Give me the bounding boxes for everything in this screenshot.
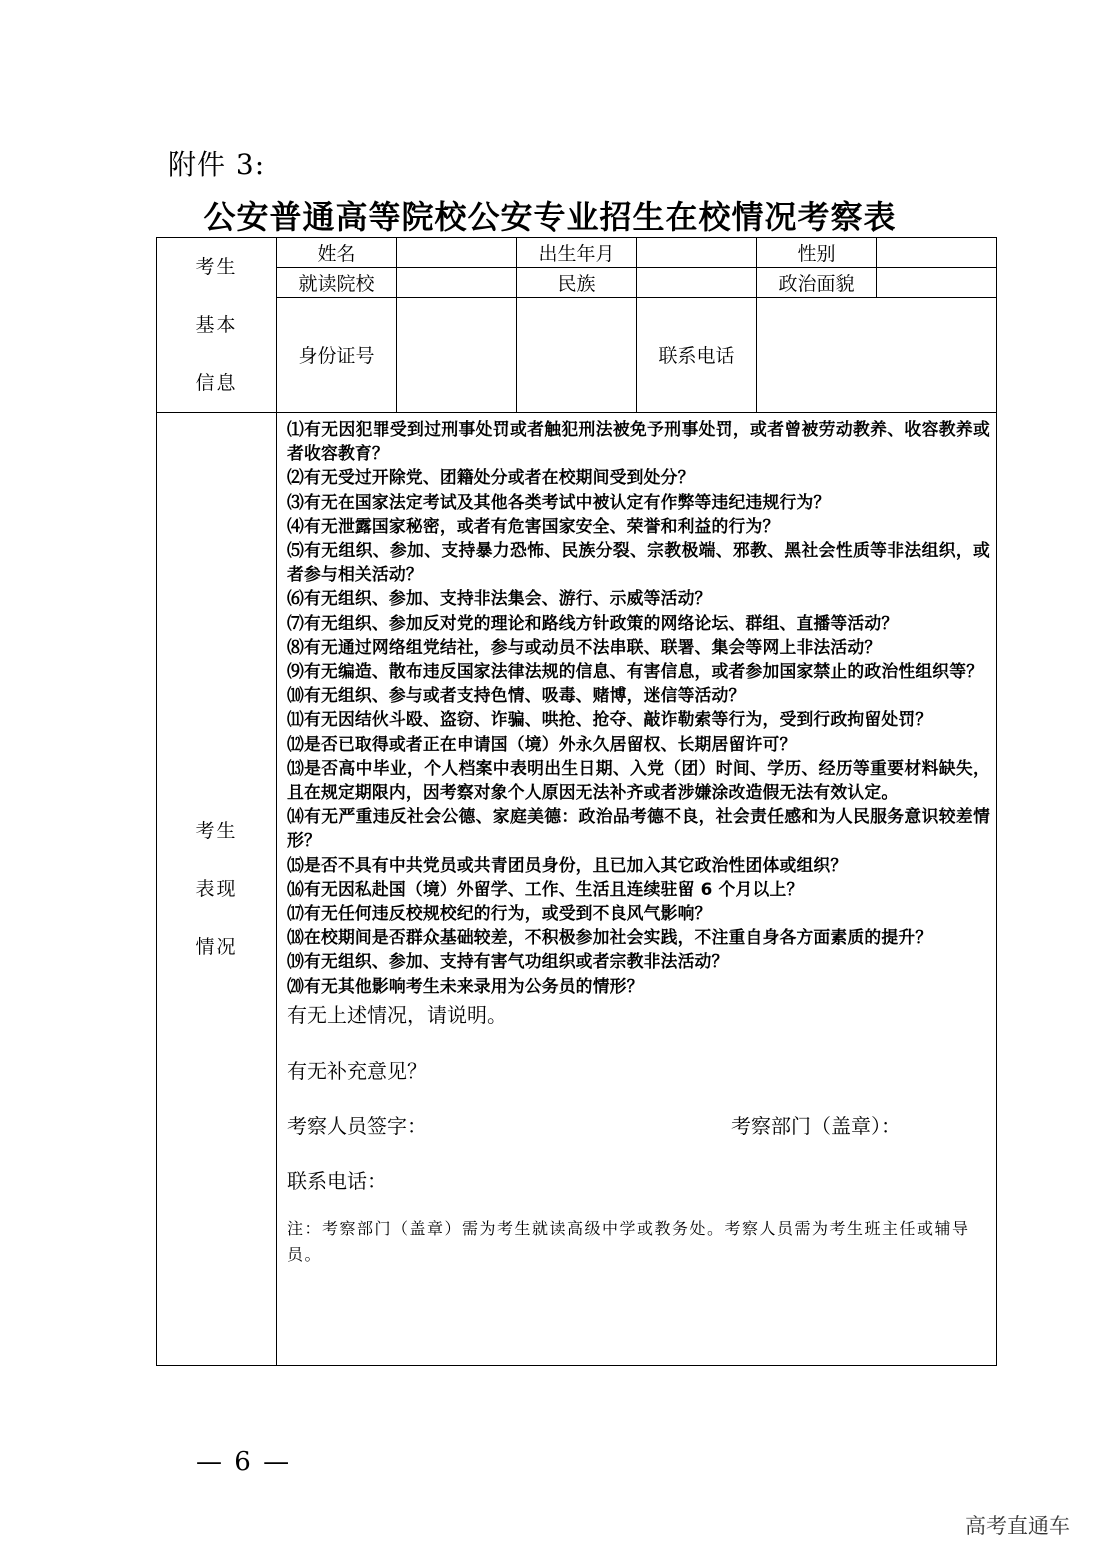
question-item: ⑺有无组织、参加反对党的理论和路线方针政策的网络论坛、群组、直播等活动？ — [287, 612, 899, 633]
watermark-text: 高考直通车 — [965, 1514, 1070, 1538]
basic-info-label-line-1: 考生 — [195, 256, 238, 278]
phone-label: 联系电话 — [637, 297, 757, 412]
inspector-signature-label: 考察人员签字： — [287, 1113, 427, 1138]
question-item: ⑾有无因结伙斗殴、盗窃、诈骗、哄抢、抢夺、敲诈勒索等行为，受到行政拘留处罚？ — [287, 709, 933, 730]
birth-field[interactable] — [637, 238, 757, 268]
question-item: ⒄有无任何违反校规校纪的行为，或受到不良风气影响？ — [287, 903, 712, 924]
performance-label-line-3: 情况 — [195, 936, 238, 958]
question-item: ⑸有无组织、参加、支持暴力恐怖、民族分裂、宗教极端、邪教、黑社会性质等非法组织，或者参与相关活动？ — [287, 540, 990, 585]
basic-info-label-line-3: 信息 — [195, 372, 238, 394]
gender-field[interactable] — [877, 238, 997, 268]
form-note: 注：考察部门（盖章）需为考生就读高级中学或教务处。考察人员需为考生班主任或辅导员。 — [287, 1218, 970, 1264]
page-number: — 6 — — [196, 1447, 292, 1477]
question-item: ⒃有无因私赴国（境）外留学、工作、生活且连续驻留 6 个月以上？ — [287, 878, 804, 899]
performance-label-line-2: 表现 — [195, 878, 238, 900]
question-item: ⒆有无组织、参加、支持有害气功组织或者宗教非法活动？ — [287, 951, 729, 972]
ethnicity-field[interactable] — [637, 268, 757, 297]
form-title: 公安普通高等院校公安专业招生在校情况考察表 — [203, 198, 897, 236]
attachment-label: 附件 3: — [168, 148, 266, 181]
department-seal-label: 考察部门（盖章）： — [731, 1113, 901, 1138]
question-item: ⑿是否已取得或者正在申请国（境）外永久居留权、长期居留许可？ — [287, 733, 797, 754]
school-field[interactable] — [397, 268, 517, 297]
question-item: ⑵有无受过开除党、团籍处分或者在校期间受到处分？ — [287, 467, 695, 488]
question-item: ⑼有无编造、散布违反国家法律法规的信息、有害信息，或者参加国家禁止的政治性组织等？ — [287, 661, 984, 682]
politics-field[interactable] — [877, 268, 997, 297]
ethnicity-label: 民族 — [517, 268, 637, 297]
performance-content — [277, 413, 997, 1366]
id-number-field[interactable] — [397, 297, 517, 412]
explain-prompt: 有无上述情况，请说明。 — [287, 1002, 507, 1027]
gender-label: 性别 — [757, 238, 877, 268]
question-item: ⑴有无因犯罪受到过刑事处罚或者触犯刑法被免予刑事处罚，或者曾被劳动教养、收容教养或者收容教育？ — [287, 419, 990, 464]
name-field[interactable] — [397, 238, 517, 268]
performance-section-label — [157, 413, 277, 1366]
inspection-form-table — [156, 237, 997, 1366]
question-item: ⒇有无其他影响考生未来录用为公务员的情形？ — [287, 975, 644, 996]
supplement-prompt: 有无补充意见？ — [287, 1058, 427, 1083]
name-label: 姓名 — [277, 238, 397, 268]
contact-phone-label: 联系电话： — [287, 1168, 387, 1193]
birth-label: 出生年月 — [517, 238, 637, 268]
question-item: ⒂是否不具有中共党员或共青团员身份，且已加入其它政治性团体或组织？ — [287, 854, 848, 875]
question-item: ⑶有无在国家法定考试及其他各类考试中被认定有作弊等违纪违规行为？ — [287, 491, 831, 512]
question-item: ⑷有无泄露国家秘密，或者有危害国家安全、荣誉和利益的行为？ — [287, 515, 780, 536]
question-item: ⑽有无组织、参与或者支持色情、吸毒、赌博，迷信等活动？ — [287, 685, 746, 706]
basic-info-label-line-2: 基本 — [195, 314, 238, 336]
question-item: ⑻有无通过网络组党结社，参与或动员不法串联、联署、集会等网上非法活动？ — [287, 636, 882, 657]
phone-field[interactable] — [757, 297, 997, 412]
question-item: ⒅在校期间是否群众基础较差，不积极参加社会实践，不注重自身各方面素质的提升？ — [287, 927, 933, 948]
basic-info-section-label — [157, 238, 277, 413]
question-item: ⒁有无严重违反社会公德、家庭美德：政治品考德不良，社会责任感和为人民服务意识较差情形？ — [287, 806, 990, 851]
question-list — [287, 417, 990, 998]
question-item: ⑹有无组织、参加、支持非法集会、游行、示威等活动？ — [287, 588, 712, 609]
school-label: 就读院校 — [277, 268, 397, 297]
performance-label-line-1: 考生 — [195, 820, 238, 842]
id-number-label: 身份证号 — [277, 297, 397, 412]
id-number-field-extra[interactable] — [517, 297, 637, 412]
signature-row — [287, 1111, 990, 1141]
question-item: ⒀是否高中毕业，个人档案中表明出生日期、入党（团）时间、学历、经历等重要材料缺失，且在规定期限内，因考察对象个人原因无法补齐或者涉嫌涂改造假无法有效认定。 — [287, 757, 990, 803]
politics-label: 政治面貌 — [757, 268, 877, 297]
